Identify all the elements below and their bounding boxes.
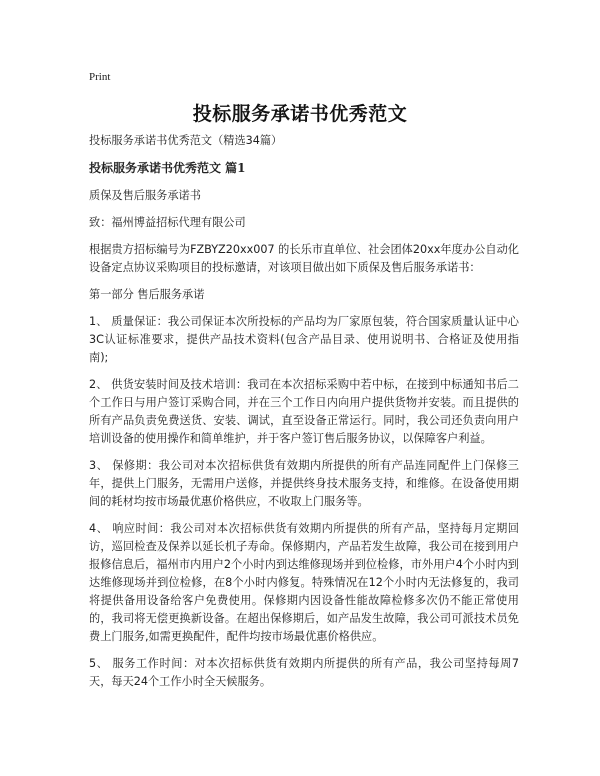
list-item: 2、 供货安装时间及技术培训：我司在本次招标采购中若中标，在接到中标通知书后二个工作日与用户签订采购合同，并在三个工作日内向用户提供货物并安装。而且提供的所有产品负责免费送货、安装、调试，直至设备正常运行。同时，我公司还负责向用户培训设备的使用操作和简单维护，并于客户签订售后服务协议，以保障客户利益。 [89, 378, 519, 445]
salutation: 致：福州博益招标代理有限公司 [89, 216, 246, 229]
print-link[interactable]: Print [89, 71, 111, 83]
summary-line: 投标服务承诺书优秀范文（精选34篇） [89, 134, 283, 147]
intro-paragraph: 根据贵方招标编号为FZBYZ20xx007 的长乐市直单位、社会团体20xx年度办公自动化设备定点协议采购项目的投标邀请，对该项目做出如下质保及售后服务承诺书： [89, 243, 519, 274]
document-heading: 质保及售后服务承诺书 [89, 189, 201, 202]
list-item: 5、 服务工作时间：对本次招标供货有效期内所提供的所有产品，我公司坚持每周7天，每天24个工作小时全天候服务。 [89, 657, 519, 688]
document-body [89, 132, 519, 700]
list-item: 4、 响应时间：我公司对本次招标供货有效期内所提供的所有产品，坚持每月定期回访，巡回检查及保养以延长机子寿命。保修期内，产品若发生故障，我公司在接到用户报修信息后，福州市内用户2个小时内到达维修现场并到位检修，市外用户4个小时内到达维修现场并到位检修，在8个小时内修复。特殊情况在12个小时内无法修复的，我司将提供备用设备给客户免费使用。保修期内因设备性能故障检修多次仍不能正常使用的，我司将无偿更换新设备。在超出保修期后，如产品发生故障，我公司可派技术员免费上门服务,如需更换配件，配件均按市场最优惠价格供应。 [89, 522, 519, 643]
section-heading: 投标服务承诺书优秀范文 篇1 [89, 161, 246, 175]
list-item: 1、 质量保证：我公司保证本次所投标的产品均为厂家原包装，符合国家质量认证中心3C认证标准要求，提供产品技术资料(包含产品目录、使用说明书、合格证及使用指南); [89, 315, 519, 364]
page-title: 投标服务承诺书优秀范文 [192, 103, 408, 125]
list-item: 3、 保修期：我公司对本次招标供货有效期内所提供的所有产品连同配件上门保修三年，提供上门服务，无需用户送修，并提供终身技术服务支持，和维修。在设备使用期间的耗材均按市场最优惠价格供应，不收取上门服务等。 [89, 459, 519, 508]
part-heading: 第一部分 售后服务承诺 [89, 288, 205, 301]
